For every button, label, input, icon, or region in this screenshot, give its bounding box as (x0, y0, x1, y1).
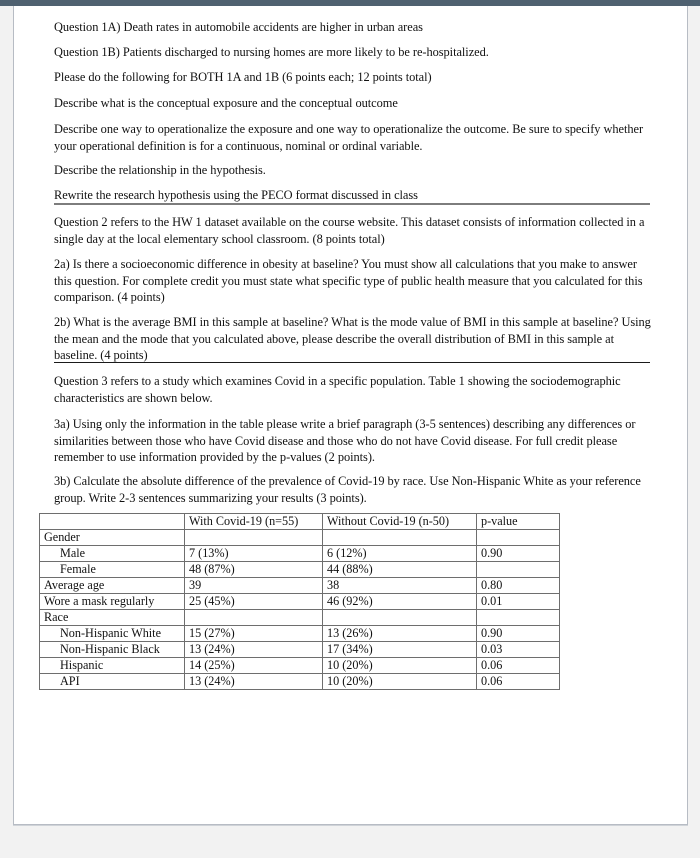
p-value: 0.01 (477, 594, 560, 610)
with-covid-value (185, 610, 323, 626)
with-covid-value: 25 (45%) (185, 594, 323, 610)
row-label: Female (40, 562, 185, 578)
question-2a: 2a) Is there a socioeconomic difference in obesity at baseline? You must show all calculations that you make to answer this question. For complete credit you must state what specific type of public health measure that you calculated for this comparison. (4 points) (54, 257, 643, 304)
p-value (477, 530, 560, 546)
row-label: Average age (40, 578, 185, 594)
covid-characteristics-table (39, 513, 560, 690)
without-covid-value: 13 (26%) (323, 626, 477, 642)
without-covid-value: 17 (34%) (323, 642, 477, 658)
table-header-cell (40, 514, 185, 530)
table-row (40, 594, 560, 610)
without-covid-value: 44 (88%) (323, 562, 477, 578)
p-value: 0.80 (477, 578, 560, 594)
p-value: 0.06 (477, 674, 560, 690)
with-covid-value: 15 (27%) (185, 626, 323, 642)
table-row (40, 530, 560, 546)
row-label: Non-Hispanic Black (40, 642, 185, 658)
with-covid-value: 14 (25%) (185, 658, 323, 674)
table-header-row (40, 514, 560, 530)
row-label: Wore a mask regularly (40, 594, 185, 610)
table-row (40, 674, 560, 690)
table-header-cell: Without Covid-19 (n-50) (323, 514, 477, 530)
without-covid-value: 6 (12%) (323, 546, 477, 562)
without-covid-value: 46 (92%) (323, 594, 477, 610)
question-1a: Question 1A) Death rates in automobile accidents are higher in urban areas (54, 20, 423, 34)
with-covid-value: 13 (24%) (185, 674, 323, 690)
p-value: 0.06 (477, 658, 560, 674)
row-label: Male (40, 546, 185, 562)
with-covid-value: 39 (185, 578, 323, 594)
row-label: Non-Hispanic White (40, 626, 185, 642)
question-1-task-operationalize: Describe one way to operationalize the exposure and one way to operationalize the outcome. Be sure to specify whether your operational definition is for a continuous, nominal or ordinal variable. (54, 122, 644, 153)
question-2-intro: Question 2 refers to the HW 1 dataset available on the course website. This dataset consists of information collected in a single day at the local elementary school classroom. (8 points total) (54, 215, 645, 246)
question-3-intro: Question 3 refers to a study which examines Covid in a specific population. Table 1 showing the sociodemographic characteristics are shown below. (54, 374, 621, 405)
table-header-cell: p-value (477, 514, 560, 530)
without-covid-value: 10 (20%) (323, 674, 477, 690)
table-row (40, 658, 560, 674)
table-row (40, 546, 560, 562)
question-2b: 2b) What is the average BMI in this sample at baseline? What is the mode value of BMI in this sample at baseline? Using the mean and the mode that you calculated above, please describe the overall distribution of BMI in this sample at baseline. (4 points) (54, 315, 651, 362)
table-row (40, 642, 560, 658)
question-1-instruction: Please do the following for BOTH 1A and 1B (6 points each; 12 points total) (54, 70, 432, 84)
row-label: Race (40, 610, 185, 626)
question-1b: Question 1B) Patients discharged to nursing homes are more likely to be re-hospitalized. (54, 45, 489, 59)
with-covid-value: 7 (13%) (185, 546, 323, 562)
p-value: 0.90 (477, 626, 560, 642)
table-header-cell: With Covid-19 (n=55) (185, 514, 323, 530)
question-1-task-conceptual: Describe what is the conceptual exposure and the conceptual outcome (54, 96, 398, 110)
without-covid-value (323, 530, 477, 546)
row-label: Gender (40, 530, 185, 546)
section-divider (54, 362, 650, 363)
with-covid-value: 13 (24%) (185, 642, 323, 658)
question-3a: 3a) Using only the information in the table please write a brief paragraph (3-5 sentences) describing any differences or similarities between those who have Covid disease and those who do not have Covid disease. For full credit please remember to use information provided by the p-values (2 points). (54, 417, 636, 464)
p-value (477, 562, 560, 578)
table-row (40, 610, 560, 626)
question-3b: 3b) Calculate the absolute difference of the prevalence of Covid-19 by race. Use Non-Hispanic White as your reference group. Write 2-3 sentences summarizing your results (3 points). (54, 474, 641, 505)
p-value (477, 610, 560, 626)
document-page (13, 6, 688, 825)
question-1-task-peco: Rewrite the research hypothesis using the PECO format discussed in class (54, 188, 418, 202)
question-1-task-relationship: Describe the relationship in the hypothesis. (54, 163, 266, 177)
row-label: Hispanic (40, 658, 185, 674)
without-covid-value: 38 (323, 578, 477, 594)
with-covid-value (185, 530, 323, 546)
table-row (40, 578, 560, 594)
p-value: 0.90 (477, 546, 560, 562)
p-value: 0.03 (477, 642, 560, 658)
section-divider (54, 203, 650, 205)
row-label: API (40, 674, 185, 690)
without-covid-value: 10 (20%) (323, 658, 477, 674)
without-covid-value (323, 610, 477, 626)
table-row (40, 562, 560, 578)
with-covid-value: 48 (87%) (185, 562, 323, 578)
table-row (40, 626, 560, 642)
